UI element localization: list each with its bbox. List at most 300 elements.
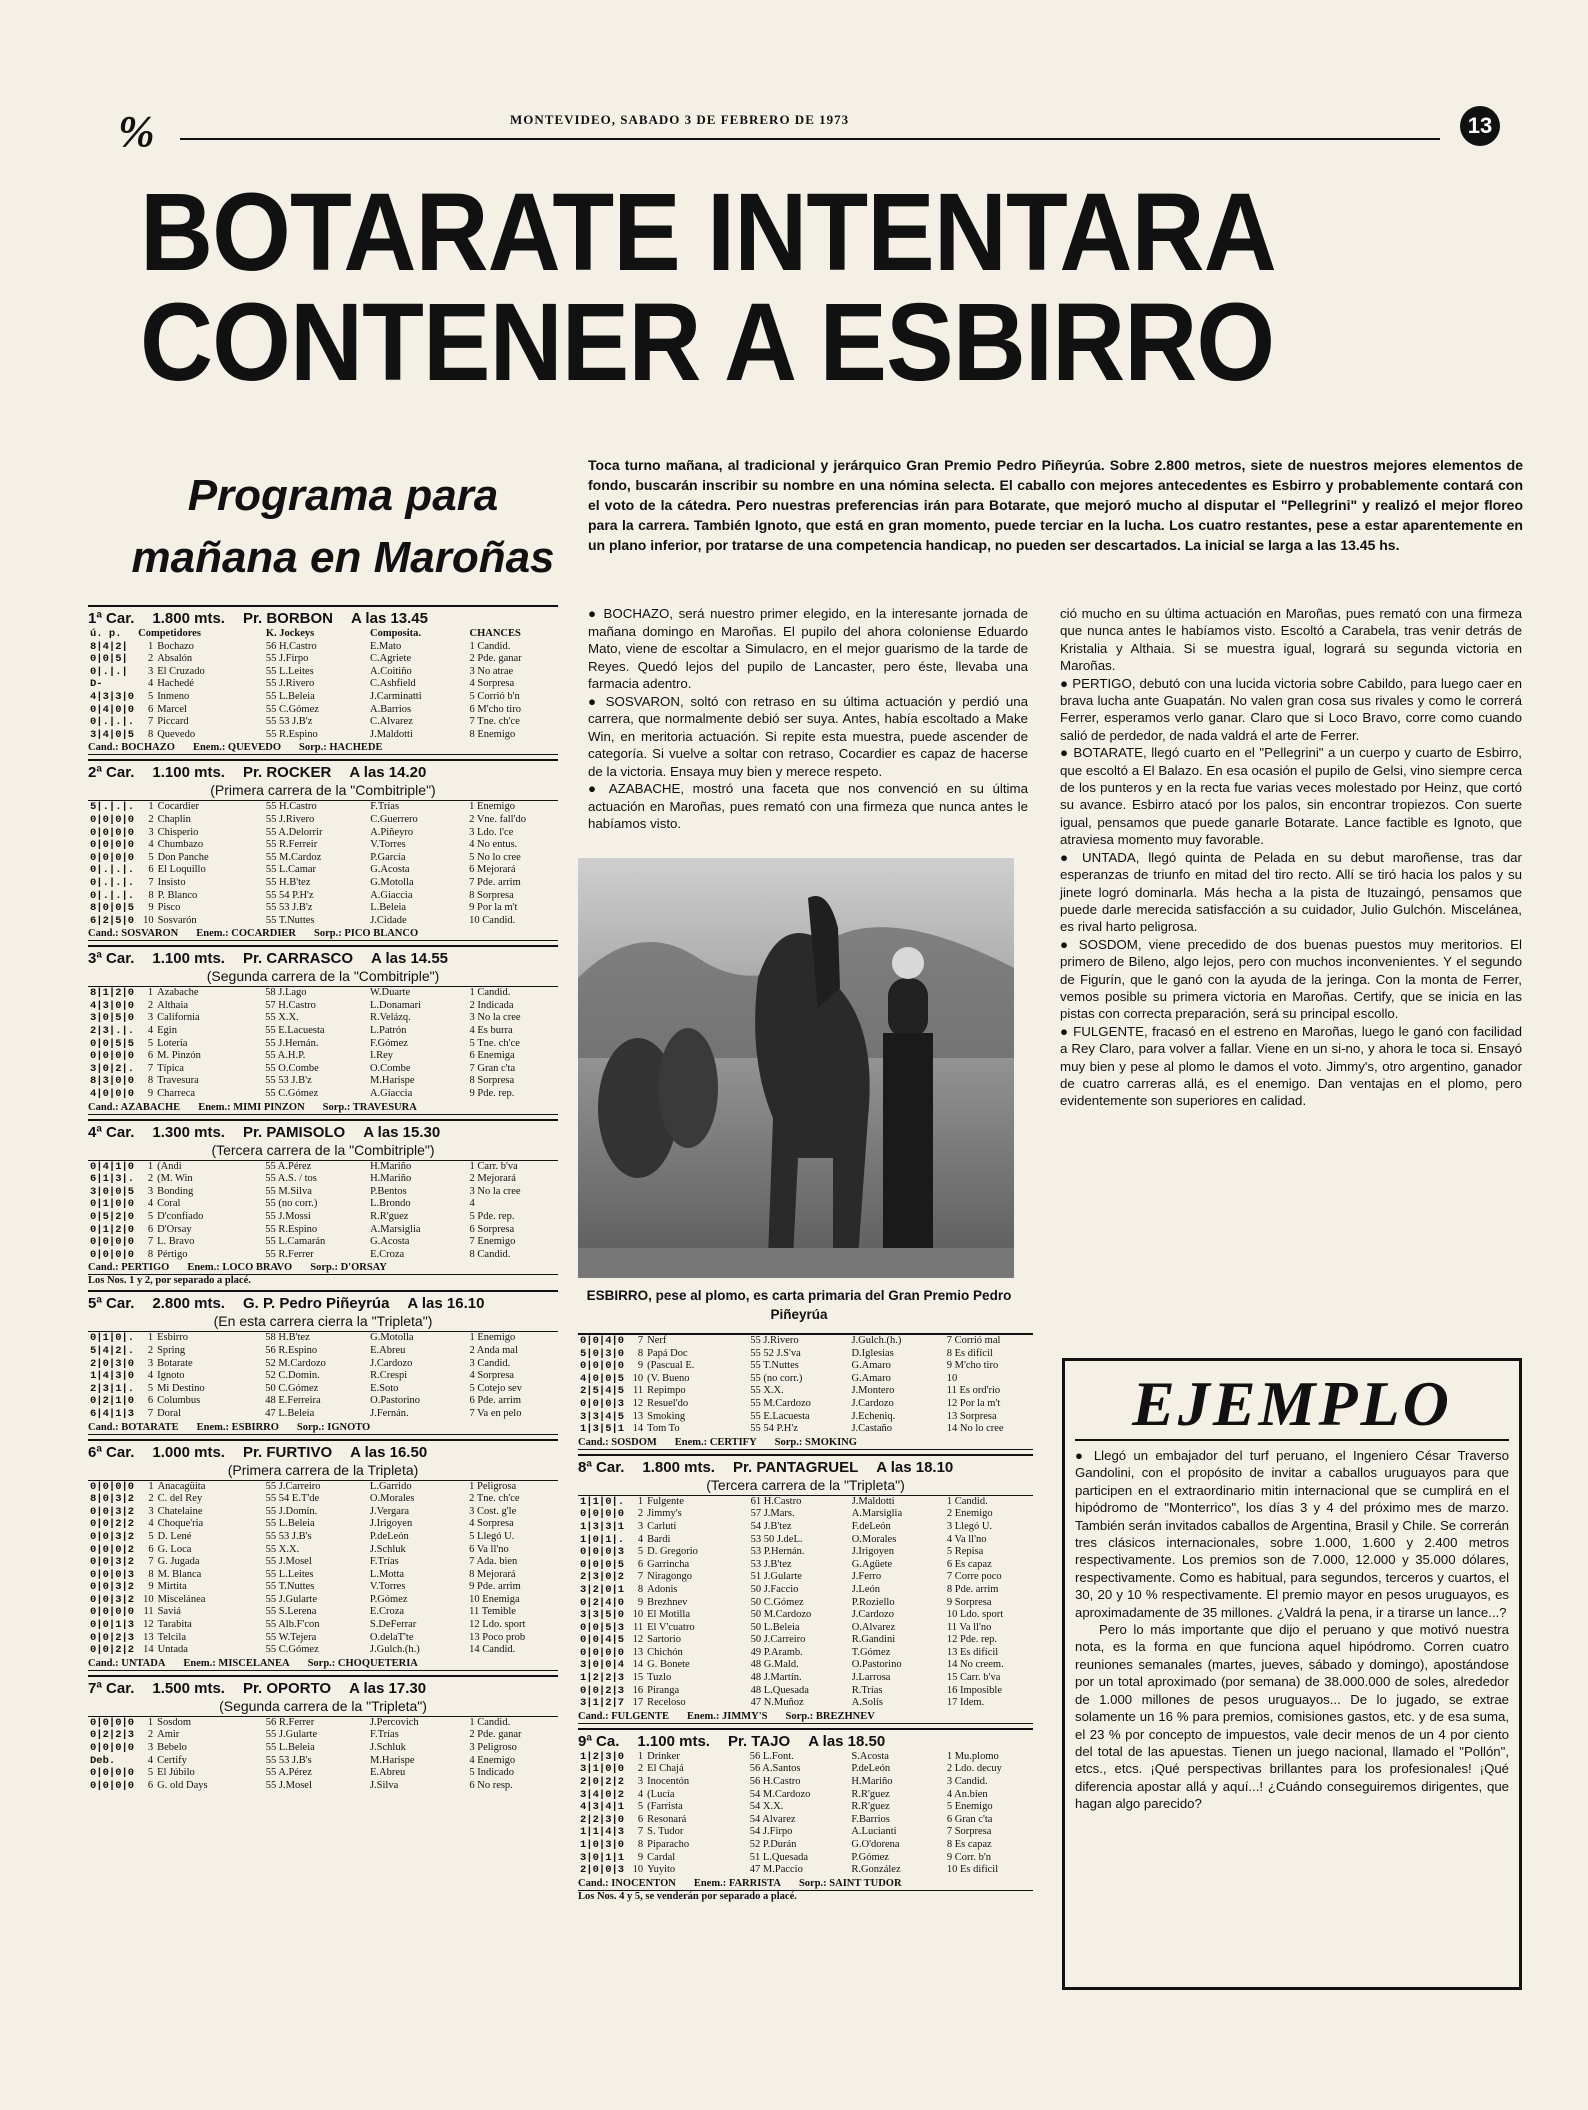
entry-number: 3 [147, 1357, 154, 1369]
chance: 4 No entus. [469, 839, 518, 851]
jockey: 52 M.Cardozo [265, 1357, 326, 1369]
ejemplo-paragraph: ● Llegó un embajador del turf peruano, el Ingeniero César Traverso Gandolini, con el propósito de invitar a caballos uruguayos para que participen en el extraordinario mitin internacional que se cumplirá en el hipódromo de "Monterrico", los días 3 y 4 del próximo mes de marzo. También serán invitados caballos de Argentina, Brasil y Chile. Se correrán tres clásicos internacionales, sobre 1.000, 1.600 y 2.400 metros respectivamente. Los premios son de 7.000, 12.000 y 35.000 dólares, respectivamente. Como es habitual, para segundos, terceros y cuartos, el 30, 20 y 10 % respectivamente. El premio mayor en pesos uruguayos, es aproximadamente de 35 millones. ¿Valdrá la pena, ir a tirarse un lance...? [1075, 1448, 1509, 1620]
horse-name: El Loquillo [157, 864, 206, 876]
race-table [88, 1481, 558, 1657]
race-entry-row [578, 1685, 1033, 1698]
chance: 1 Enemigo [469, 801, 515, 813]
race-entry-row [88, 691, 558, 704]
trainer: R.Trías [851, 1684, 883, 1696]
form-figures: 0|0|3|2 [90, 1505, 135, 1518]
horse-name: Egin [157, 1025, 177, 1037]
trainer: P.Gómez [369, 1593, 408, 1605]
entry-number: 10 [632, 1372, 644, 1384]
entry-number: 7 [637, 1571, 644, 1583]
form-figures: 3|3|4|5 [580, 1410, 625, 1423]
horse-name: Papá Doc [647, 1347, 688, 1359]
race-subtitle: (Tercera carrera de la "Combitriple") [88, 1142, 558, 1161]
entry-number: 13 [632, 1410, 644, 1422]
horse-name: (Farrista [647, 1801, 683, 1813]
jockey: 55 M.Cardoz [265, 851, 322, 863]
form-figures: 5|0|3|0 [580, 1347, 625, 1360]
chance: 14 Candid. [469, 1644, 516, 1656]
chance: 6 Va ll'no [469, 1543, 509, 1555]
jockey: 56 H.Castro [749, 1776, 801, 1788]
entry-number: 6 [148, 1543, 154, 1555]
entry-number: 9 [637, 1360, 644, 1372]
entry-number: 9 [637, 1596, 644, 1608]
trainer: S.DeFerrar [369, 1619, 417, 1631]
entry-number: 5 [637, 1801, 644, 1813]
race-entry-row [88, 678, 558, 691]
race-entry-row [578, 1571, 1033, 1584]
form-figures: 0|0|2|2 [90, 1644, 135, 1657]
trainer: F.Trías [369, 1556, 399, 1568]
chance: 5 Indicado [469, 1767, 514, 1779]
race-entry-row [578, 1801, 1033, 1814]
form-figures: 0|4|0|0 [90, 703, 135, 716]
trainer: J.Cardozo [370, 1357, 413, 1369]
entry-number: 17 [632, 1697, 644, 1709]
race-race: 1ª Car. [88, 610, 135, 627]
trainer: A.Solís [851, 1697, 883, 1709]
chance: 7 Gran c'ta [469, 1062, 516, 1074]
form-figures: 8|0|3|2 [90, 1493, 135, 1506]
horse-name: Insisto [157, 876, 186, 888]
race-candidate: Cand.: SOSVARON [88, 928, 179, 940]
jockey: 55 (no corr.) [265, 1198, 318, 1210]
chance: 6 M'cho tiro [469, 703, 521, 715]
race-entry-row [578, 1647, 1033, 1660]
entry-number: 8 [148, 889, 154, 901]
horse-name: G. Jugada [157, 1556, 200, 1568]
entry-number: 6 [637, 1813, 644, 1825]
form-figures: 0|1|0|. [90, 1332, 135, 1345]
chance: 9 Pde. arrim [469, 1581, 521, 1593]
chance: 5 Llegó U. [469, 1530, 515, 1542]
trainer: L.Beleia [370, 902, 407, 914]
article-paragraph: ció mucho en su última actuación en Maroñas, pues remató con una firmeza que nunca antes le habíamos visto. Escoltó a Carabela, tras venir detrás de Kristalia y Althaia. Si se muestra igual, logrará su segunda victoria en Maroñas. [1060, 606, 1522, 674]
horse-name: Fulgente [647, 1495, 684, 1507]
entry-number: 14 [632, 1659, 644, 1671]
jockey: 58 J.Lago [265, 987, 307, 999]
trainer: C.Alvarez [370, 716, 413, 728]
entry-number: 6 [147, 1050, 154, 1062]
race-entry-row [88, 704, 558, 717]
entry-number: 4 [147, 1198, 154, 1210]
trainer: O.delaT'te [369, 1631, 414, 1643]
jockey: 55 L.Leites [265, 665, 314, 677]
masthead-rule [180, 138, 1440, 140]
trainer: J.Schluk [369, 1742, 406, 1754]
horse-name: D. Lené [157, 1530, 192, 1542]
race-surprise: Sorp.: IGNOTO [296, 1421, 371, 1433]
horse-name: Althaia [157, 999, 189, 1011]
horse-name: Drinker [647, 1750, 680, 1762]
trainer: J.León [851, 1583, 880, 1595]
entry-number: 4 [147, 1025, 154, 1037]
horse-name: Garrincha [647, 1558, 690, 1570]
horse-name: Cocardier [157, 801, 199, 813]
race-picks [88, 927, 558, 941]
race-surprise: Sorp.: HACHEDE [299, 742, 383, 754]
form-figures: 4|3|3|0 [90, 690, 135, 703]
trainer: A.Lucianti [851, 1826, 897, 1838]
form-figures: D- [90, 678, 103, 691]
race-entry-row [88, 1012, 558, 1025]
race-prize: Pr. CARRASCO [242, 950, 353, 968]
form-figures: 3|3|5|0 [580, 1609, 625, 1622]
race-entry-row [88, 801, 558, 814]
race-entry-row [578, 1559, 1033, 1572]
entry-number: 7 [147, 1062, 154, 1074]
race-entry-row [578, 1852, 1033, 1865]
race-block [88, 759, 558, 941]
chance: 7 Tne. ch'ce [469, 716, 520, 728]
chance: 14 No creem. [946, 1659, 1004, 1671]
jockey: 55 L.Leites [265, 1568, 314, 1580]
jockey: 50 M.Cardozo [750, 1609, 812, 1621]
form-figures: 3|0|2|. [90, 1062, 135, 1075]
race-entry-row [578, 1597, 1033, 1610]
trainer: V.Torres [369, 1581, 406, 1593]
race-picks [88, 1657, 558, 1671]
race-entry-row [578, 1335, 1033, 1348]
trainer: J.Maldotti [851, 1495, 895, 1507]
horse-name: (V. Bueno [647, 1372, 690, 1384]
race-distance: 2.800 mts. [152, 1295, 225, 1313]
horse-name: Pértigo [157, 1248, 188, 1260]
entry-number: 1 [147, 640, 154, 652]
form-figures: 3|0|0|4 [580, 1659, 625, 1672]
race-table [88, 1332, 558, 1420]
form-figures: 0|0|0|0 [90, 1050, 135, 1063]
photo-esbirro [578, 858, 1014, 1278]
jockey: 61 H.Castro [750, 1495, 802, 1507]
race-enemy: Enem.: LOCO BRAVO [187, 1262, 293, 1274]
jockey: 54 Alvarez [749, 1813, 796, 1825]
horse-name: Chatelaine [157, 1505, 203, 1517]
jockey: 56 R.Espino [265, 1344, 318, 1356]
chance: 5 Cotejo sev [469, 1382, 522, 1394]
horse-name: El Cruzado [157, 665, 205, 677]
form-figures: 0|0|0|0 [90, 851, 135, 864]
race-table [88, 987, 558, 1100]
horse-name: Ignoto [157, 1370, 185, 1382]
jockey: 55 L.Camar [265, 864, 317, 876]
horse-name: M. Blanca [157, 1568, 202, 1580]
horse-name: Chumbazo [157, 839, 204, 851]
race-surprise: Sorp.: SMOKING [774, 1436, 857, 1448]
program-title [118, 465, 568, 589]
horse-name: Miscelánea [157, 1593, 206, 1605]
race-entry-row [578, 1697, 1033, 1710]
chance: 3 Cost. g'le [469, 1505, 517, 1517]
jockey: 48 E.Ferreira [265, 1395, 321, 1407]
trainer: G.O'dorena [851, 1839, 900, 1850]
race-surprise: Sorp.: CHOQUETERIA [307, 1657, 418, 1669]
horse-name: Tom To [647, 1423, 680, 1435]
race-header [88, 1121, 558, 1142]
trainer: O.Morales [851, 1533, 897, 1545]
race-enemy: Enem.: FARRISTA [693, 1877, 781, 1889]
form-figures: 0|2|4|0 [580, 1596, 625, 1609]
article-paragraph: ● BOCHAZO, será nuestro primer elegido, en la interesante jornada de mañana domingo en Maroñas. El pupilo del ahora coloniense Eduardo Mato, viene de escoltar a Simulacro, en el mejor guarismo de la tarde de Reyes. Quedó lejos del pupilo de Lancaster, pero éste, llevaba una farmacia adentro. [588, 606, 1028, 691]
trainer: J.Vergara [369, 1505, 410, 1517]
entry-number: 7 [147, 1236, 154, 1248]
trainer: A.Coitiño [370, 665, 412, 677]
trainer: J.Irigoyen [369, 1518, 413, 1530]
chance: 5 Corrió b'n [469, 690, 520, 702]
chance: 6 Sorpresa [469, 1223, 515, 1235]
chance: 9 Por la m't [469, 902, 518, 914]
race-entry-row [88, 1544, 558, 1557]
race-entry-row [578, 1348, 1033, 1361]
article-paragraph: ● PERTIGO, debutó con una lucida victoria sobre Cabildo, para luego caer en brava lucha ante Guapatán. No valen gran cosa sus rivales y como le correrá Ferrer, esperamos verlo ganar. Claro que si Loco Bravo, corre como cuando salió de perdedor, de nada valdrá el arte de Ferrer. [1060, 675, 1522, 743]
trainer: R.Crespi [370, 1370, 408, 1382]
chance: 4 Enemigo [469, 1754, 516, 1766]
chance: 13 Sorpresa [946, 1410, 997, 1422]
chance: 2 Enemigo [946, 1508, 993, 1520]
race-time: A las 18.50 [808, 1732, 886, 1750]
horse-name: C. del Rey [157, 1493, 203, 1505]
chance: 2 Pde. ganar [469, 653, 522, 665]
race-candidate: Cand.: INOCENTON [578, 1877, 676, 1889]
form-figures: 1|2|2|3 [580, 1672, 625, 1685]
race-entry-row [88, 1767, 558, 1780]
form-figures: 0|0|0|2 [90, 1543, 135, 1556]
chance: 10 Ldo. sport [946, 1609, 1004, 1621]
race-entry-row [88, 1556, 558, 1569]
chance: 2 Tne. ch'ce [469, 1493, 520, 1505]
trainer: T.Gómez [851, 1646, 891, 1658]
race-entry-row [578, 1373, 1033, 1386]
trainer: J.Silva [369, 1779, 399, 1791]
race-candidate: Cand.: AZABACHE [88, 1101, 181, 1113]
trainer: L.Motta [369, 1568, 405, 1580]
form-figures: 4|3|4|1 [580, 1801, 625, 1814]
entry-number: 1 [147, 1332, 154, 1344]
trainer: J.Gulch.(h.) [851, 1335, 902, 1346]
jockey: 55 52 J.S'va [750, 1347, 801, 1359]
entry-number: 2 [147, 653, 154, 665]
form-figures: Deb. [90, 1754, 116, 1767]
horse-name: Bardi [647, 1533, 671, 1545]
form-figures: 0|0|3|2 [90, 1556, 135, 1569]
race-block [88, 945, 558, 1114]
race-candidate: Cand.: PERTIGO [88, 1262, 170, 1274]
trainer: A.Barrios [370, 703, 412, 715]
jockey: 54 J.B'tez [750, 1520, 792, 1532]
race-entry-row [88, 1050, 558, 1063]
horse-name: Bochazo [157, 640, 194, 652]
trainer: P.Gómez [851, 1851, 889, 1863]
trainer: H.Mariño [370, 1173, 412, 1185]
race-surprise: Sorp.: PICO BLANCO [314, 928, 419, 940]
trainer: J.Montero [851, 1385, 895, 1397]
jockey: 55 X.X. [265, 1012, 299, 1024]
horse-name: (Andi [157, 1160, 182, 1172]
program-title-line-2: mañana en Maroñas [131, 533, 555, 582]
program-title-line-1: Programa para [187, 471, 499, 520]
trainer: R.Gandini [851, 1634, 896, 1646]
form-figures: 0|0|2|3 [90, 1631, 135, 1644]
race-entry-row [88, 1569, 558, 1582]
horse-name: Piparacho [647, 1839, 690, 1850]
trainer: H.Mariño [851, 1776, 893, 1788]
trainer: A.Giaccia [370, 889, 413, 901]
form-figures: 8|0|0|5 [90, 902, 135, 915]
race-time: A las 14.20 [349, 764, 427, 782]
form-figures: 6|4|1|3 [90, 1407, 135, 1420]
horse-name: (Pascual E. [647, 1360, 695, 1372]
entry-number: 13 [632, 1646, 644, 1658]
horse-name: Certify [157, 1754, 187, 1766]
trainer: I.Rey [369, 1050, 394, 1062]
form-figures: 0|2|2|3 [90, 1729, 135, 1742]
trainer: G.Agüete [851, 1558, 893, 1570]
chance: 7 Corre poco [946, 1571, 1002, 1583]
entry-number: 3 [148, 826, 154, 838]
trainer: P.Roziello [851, 1596, 895, 1608]
form-figures: 2|2|3|0 [580, 1813, 625, 1826]
chance: 3 No la cree [469, 1185, 521, 1197]
race-subtitle: (Segunda carrera de la "Combitriple") [88, 968, 558, 987]
entry-number: 8 [148, 1568, 154, 1580]
jockey: 50 J.Faccio [750, 1583, 799, 1595]
jockey: 55 A.Delorrir [265, 826, 323, 838]
entry-number: 5 [147, 1211, 154, 1222]
entry-number: 11 [143, 1606, 154, 1618]
jockey: 55 J.Carreiro [265, 1480, 321, 1492]
entry-number: 7 [148, 1556, 154, 1568]
form-figures: 0|0|0|0 [90, 1606, 135, 1619]
article-paragraph: ● BOTARATE, llegó cuarto en el "Pellegrini" a un cuerpo y cuarto de Esbirro, que escoltó a El Balazo. En esa ocasión el pupilo de Gelsi, vino siempre cerca de los punteros y en la recta fue varias veces molestado por Heinz, que cortó su avance. Esbirro atacó por los palos, sin encontrar tropiezos. Con suerte igual, pensamos que puede ganarle Botarate. Lance factible es Ignoto, que atraviesa momento muy favorable. [1060, 745, 1522, 848]
trainer: E.Soto [370, 1382, 399, 1394]
horse-name: Smoking [647, 1410, 686, 1422]
horse-name: Adonis [647, 1583, 678, 1595]
chance: 8 Sorpresa [469, 1075, 515, 1087]
article-paragraph: ● AZABACHE, mostró una faceta que nos convenció en su última actuación en Maroñas, pues remató con una firmeza que nunca antes le habíamos visto. [588, 781, 1028, 831]
entry-number: 8 [147, 728, 154, 740]
horse-name: Spring [157, 1344, 186, 1356]
jockey: 55 C.Gómez [265, 1088, 319, 1100]
trainer: G.Acosta [370, 1236, 410, 1248]
trainer: E.Croza [370, 1248, 405, 1260]
race-header [88, 947, 558, 968]
jockey: 55 E.Lacuesta [265, 1025, 325, 1037]
race-picks [88, 741, 558, 755]
form-figures: 2|3|.|. [90, 1025, 135, 1038]
race-prize: Pr. BORBON [242, 610, 333, 627]
race-entry-row [88, 1063, 558, 1076]
race-entry-row [88, 729, 558, 742]
chance: 8 Enemigo [469, 728, 516, 740]
entry-number: 1 [637, 1495, 644, 1507]
ejemplo-title: EJEMPLO [1075, 1369, 1509, 1441]
trainer: A.Giaccia [369, 1088, 413, 1100]
trainer: P.Bentos [370, 1185, 407, 1197]
race-entry-row [88, 814, 558, 827]
entry-number: 4 [637, 1788, 644, 1800]
trainer: W.Duarte [369, 987, 411, 999]
column-header: Composita. [370, 628, 422, 639]
entry-number: 12 [632, 1397, 644, 1409]
race-entry-row [88, 1173, 558, 1186]
horse-name: Untada [157, 1644, 188, 1656]
entry-number: 3 [637, 1520, 644, 1532]
race-entry-row [578, 1534, 1033, 1547]
race-race: 7ª Car. [88, 1679, 135, 1697]
form-figures: 4|3|0|0 [90, 999, 135, 1012]
entry-number: 1 [147, 1716, 154, 1728]
jockey: 55 H.Castro [265, 801, 317, 813]
trainer: V.Torres [370, 839, 406, 851]
race-candidate: Cand.: BOCHAZO [88, 742, 175, 754]
ejemplo-text [1075, 1447, 1509, 1813]
chance: 8 Candid. [469, 1248, 511, 1260]
horse-name: Amir [157, 1729, 180, 1741]
form-figures: 0|2|1|0 [90, 1395, 135, 1408]
race-entry-row [578, 1423, 1033, 1436]
race-enemy: Enem.: JIMMY'S [687, 1710, 768, 1722]
article-paragraph: ● SOSVARON, soltó con retraso en su última actuación y perdió una carrera, que normalmente debió ser suya. Antes, había escoltado a Make Win, en meritoria actuación. Si repite esta muestra, puede ascender de categoría. Si vuelve a soltar con retraso, Cocardier es capaz de hacerse de la victoria. Ensaya muy bien y merece respeto. [588, 693, 1028, 779]
chance: 3 No atrae [469, 665, 514, 677]
trainer: J.Cidade [370, 914, 407, 926]
form-figures: 0|0|0|0 [580, 1508, 625, 1521]
race-entry-row [88, 716, 558, 729]
form-figures: 1|1|4|3 [580, 1826, 625, 1839]
trainer: R.Velázq. [369, 1012, 411, 1024]
race-entry-row [88, 1717, 558, 1730]
race-entry-row [88, 1370, 558, 1383]
jockey: 50 C.Gómez [265, 1382, 319, 1394]
chance: 1 Carr. b'va [469, 1160, 518, 1172]
entry-number: 7 [148, 876, 154, 888]
form-figures: 8|3|0|0 [90, 1075, 135, 1088]
chance: 5 Enemigo [946, 1801, 993, 1813]
chance: 5 Repisa [946, 1546, 984, 1558]
entry-number: 9 [148, 1581, 154, 1593]
jockey: 47 N.Muñoz [750, 1697, 804, 1709]
form-figures: 4|0|0|0 [90, 1088, 135, 1101]
race-entry-row [88, 852, 558, 865]
chance: 2 Anda mal [469, 1344, 518, 1356]
race-time: A las 18.10 [876, 1458, 954, 1476]
chance: 7 Enemigo [469, 1236, 516, 1248]
entry-number: 9 [147, 1088, 154, 1100]
trainer: E.Croza [369, 1606, 405, 1618]
horse-name: P. Blanco [157, 889, 198, 901]
jockey: 56 A.Santos [749, 1763, 801, 1775]
article-paragraph: ● FULGENTE, fracasó en el estreno en Maroñas, luego le ganó con facilidad a Rey Claro, para volver a fallar. Viene en un si-no, y ahora le toca si. Ensayó muy bien y pese al plomo le damos el voto. Jimmy's, otro argentino, ganador de cuatro carreras allá, es el enemigo. Dan ventajas en el plomo, pero evidentemente son superiores en calidad. [1060, 1023, 1522, 1109]
horse-name: Marcel [157, 703, 187, 715]
entry-number: 2 [147, 1173, 154, 1185]
chance: 2 Vne. fall'do [469, 813, 526, 825]
jockey: 47 M.Paccio [749, 1864, 803, 1876]
form-figures: 1|1|0|. [580, 1495, 625, 1508]
race-picks [578, 1877, 1033, 1891]
headline-line-2: CONTENER A ESBIRRO [140, 281, 1275, 404]
horse-name: Esbirro [157, 1332, 189, 1344]
chance: 7 Sorpresa [946, 1826, 992, 1838]
race-program-left [88, 605, 558, 1796]
horse-name: Yuyito [647, 1864, 676, 1876]
jockey: 55 X.X. [750, 1385, 784, 1397]
form-figures: 3|0|5|0 [90, 1012, 135, 1025]
chance: 2 Indicada [469, 999, 514, 1011]
entry-number: 8 [637, 1347, 644, 1359]
jockey: 54 X.X. [749, 1801, 784, 1813]
